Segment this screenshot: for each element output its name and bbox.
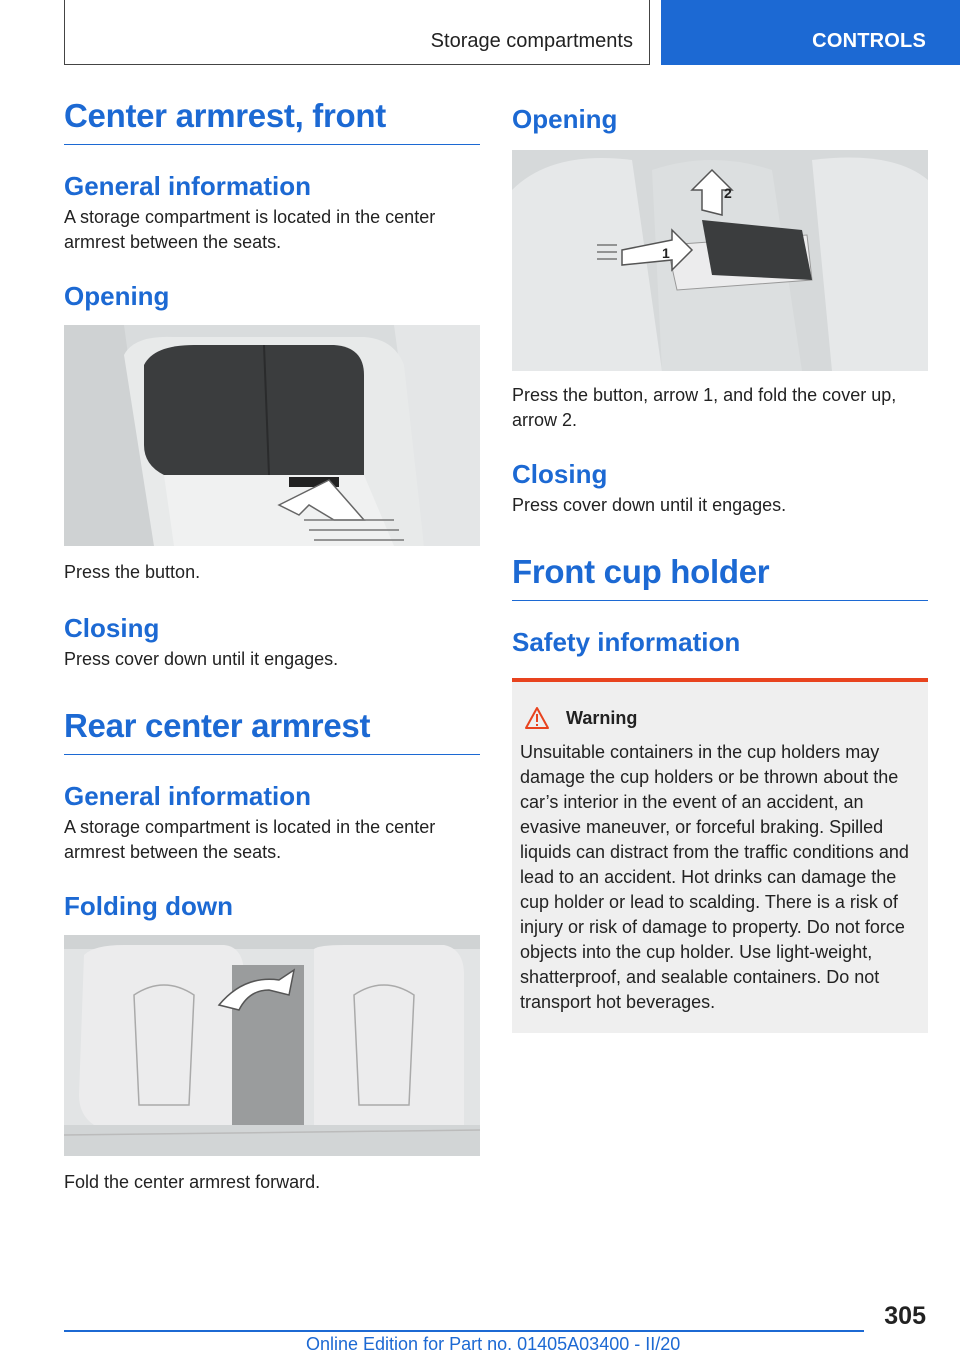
rear-armrest-illustration [64,935,480,1156]
opening-caption: Press the button. [64,562,201,582]
rear-opening-illustration [512,150,928,371]
header-section-box [64,0,650,65]
header-section-title: Storage compartments [430,30,633,52]
arrow-1-label: 1 [662,245,670,261]
footer-edition-text: Online Edition for Part no. 01405A03400 - II/20 [306,1334,681,1354]
rear-closing-heading: Closing [512,459,608,489]
arrow-2-label: 2 [724,185,732,201]
footer-divider [64,1330,864,1332]
general-info-text: A storage compartment is located in the center armrest between the seats. [64,207,436,252]
left-column [64,96,480,1195]
front-armrest-illustration [64,325,480,546]
warning-title: Warning [566,707,638,728]
center-armrest-title: Center armrest, front [64,96,480,145]
header-tab-controls[interactable] [661,0,960,65]
rear-general-info-text: A storage compartment is located in the center armrest between the seats. [64,817,436,862]
rear-opening-heading: Opening [512,104,618,134]
folding-down-caption: Fold the center armrest forward. [64,1172,321,1192]
folding-down-heading: Folding down [64,891,233,921]
rear-closing-text: Press cover down until it engages. [512,495,787,515]
general-info-heading: General information [64,171,312,201]
warning-header [524,706,920,730]
closing-text: Press cover down until it engages. [64,649,339,669]
right-column [512,96,928,657]
rear-general-info-heading: General information [64,781,312,811]
warning-triangle-icon [524,706,550,730]
warning-text: Unsuitable containers in the cup holders may damage the cup holders or be thrown about the car’s interior in the event of an accident, an evasive maneuver, or forceful braking. Spilled liquids can distract from the traffic conditions and lead to an accident. Hot drinks can damage the cup holder or lead to scalding. There is a risk of injury or risk of damage to property. Do not force objects into the cup holder. Use light-weight, shatterproof, and sealable containers. Do not transport hot beverages. [520,742,909,1012]
page-number: 305 [884,1302,926,1330]
rear-opening-caption: Press the button, arrow 1, and fold the cover up, arrow 2. [512,385,897,430]
rear-armrest-title: Rear center armrest [64,706,480,755]
safety-info-heading: Safety information [512,627,741,657]
header-tab-label: CONTROLS [812,30,926,52]
closing-heading: Closing [64,613,160,643]
opening-heading: Opening [64,281,170,311]
front-cup-holder-title: Front cup holder [512,552,928,601]
warning-box [512,678,928,1033]
